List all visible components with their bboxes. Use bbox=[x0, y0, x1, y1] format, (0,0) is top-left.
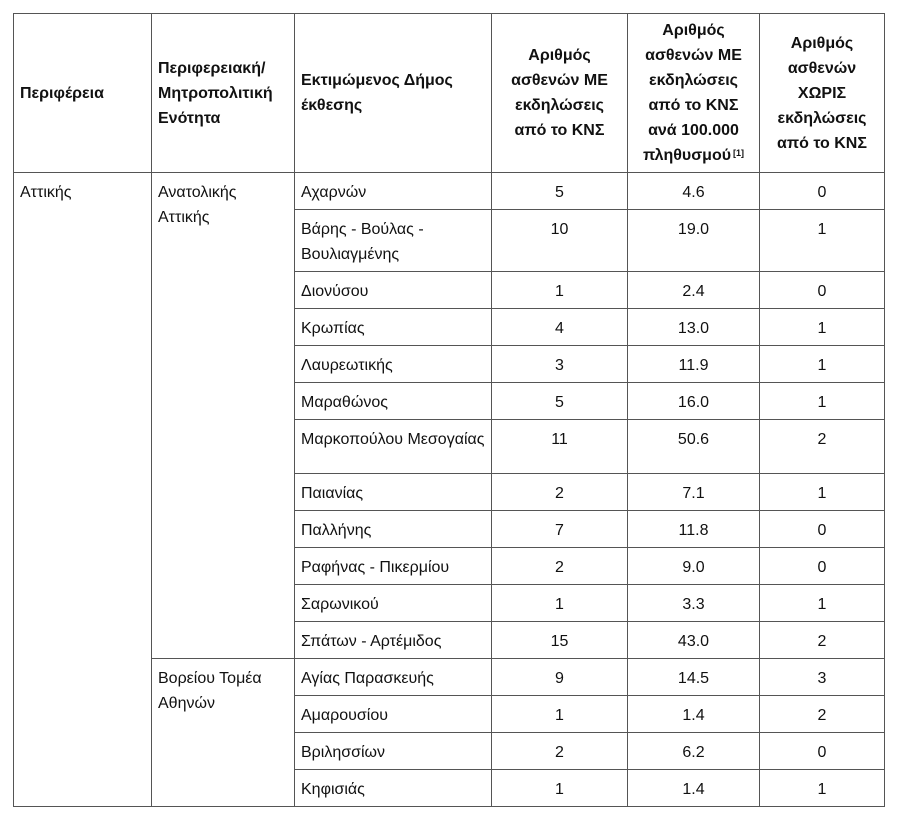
cases-cell-text: 2 bbox=[555, 559, 564, 576]
rate-cell bbox=[628, 173, 760, 210]
no-cns-cell-text: 0 bbox=[817, 744, 827, 761]
no-cns-cell-text: 1 bbox=[817, 394, 827, 411]
rate-cell bbox=[628, 585, 760, 622]
header-rate-cns bbox=[628, 14, 760, 173]
municipality-cell-text: Παλλήνης bbox=[301, 522, 372, 539]
municipality-cell-text: Μαρκοπούλου Μεσογαίας bbox=[301, 431, 485, 448]
rate-cell-text: 4.6 bbox=[682, 184, 705, 201]
cases-cell-text: 5 bbox=[555, 394, 564, 411]
cases-cell bbox=[492, 770, 628, 807]
municipality-cell-text: Σπάτων - Αρτέμιδος bbox=[301, 633, 442, 650]
no-cns-cell bbox=[760, 696, 885, 733]
no-cns-cell bbox=[760, 309, 885, 346]
cases-cell-text: 5 bbox=[555, 184, 564, 201]
no-cns-cell-text: 0 bbox=[817, 522, 827, 539]
rate-cell-text: 13.0 bbox=[677, 320, 710, 337]
no-cns-cell bbox=[760, 659, 885, 696]
rate-cell bbox=[628, 622, 760, 659]
municipality-cell bbox=[295, 346, 492, 383]
table-body bbox=[14, 173, 885, 807]
municipality-cell bbox=[295, 210, 492, 272]
cases-cell-text: 1 bbox=[555, 781, 564, 798]
rate-cell-text: 7.1 bbox=[682, 485, 705, 502]
rate-cell-text: 43.0 bbox=[677, 633, 710, 650]
municipality-cell bbox=[295, 770, 492, 807]
municipality-cell-text: Βριλησσίων bbox=[301, 744, 386, 761]
no-cns-cell-text: 1 bbox=[817, 485, 827, 502]
municipality-cell bbox=[295, 696, 492, 733]
no-cns-cell-text: 1 bbox=[817, 596, 827, 613]
rate-cell bbox=[628, 696, 760, 733]
cases-cell-text: 3 bbox=[555, 357, 564, 374]
rate-cell-text: 3.3 bbox=[682, 596, 705, 613]
rate-cell bbox=[628, 346, 760, 383]
cases-cell bbox=[492, 659, 628, 696]
cases-cell bbox=[492, 346, 628, 383]
no-cns-cell-text: 2 bbox=[817, 633, 827, 650]
region-label: Αττικής bbox=[20, 184, 72, 201]
no-cns-cell-text: 1 bbox=[817, 320, 827, 337]
cases-cell bbox=[492, 696, 628, 733]
no-cns-cell bbox=[760, 272, 885, 309]
rate-cell bbox=[628, 272, 760, 309]
cases-cell-text: 2 bbox=[555, 485, 564, 502]
no-cns-cell bbox=[760, 474, 885, 511]
rate-cell-text: 14.5 bbox=[677, 670, 710, 687]
cases-cell-text: 2 bbox=[555, 744, 564, 761]
no-cns-cell-text: 0 bbox=[817, 559, 827, 576]
rate-cell-text: 1.4 bbox=[682, 781, 705, 798]
rate-cell-text: 11.9 bbox=[678, 357, 709, 374]
cases-cell-text: 4 bbox=[555, 320, 564, 337]
no-cns-cell bbox=[760, 548, 885, 585]
no-cns-cell-text: 2 bbox=[817, 431, 827, 448]
municipality-cell bbox=[295, 659, 492, 696]
municipality-cell-text: Αχαρνών bbox=[301, 184, 367, 201]
municipality-cell bbox=[295, 585, 492, 622]
header-row bbox=[14, 14, 885, 173]
rate-cell bbox=[628, 383, 760, 420]
cases-cell bbox=[492, 309, 628, 346]
header-cases-cns: Αριθμός ασθενών ΜΕ εκδηλώσεις από το ΚΝΣ bbox=[492, 14, 628, 173]
cases-cell-text: 7 bbox=[555, 522, 564, 539]
no-cns-cell bbox=[760, 622, 885, 659]
rate-cell bbox=[628, 733, 760, 770]
municipality-cell-text: Κηφισιάς bbox=[301, 781, 365, 798]
municipality-cell-text: Μαραθώνος bbox=[301, 394, 388, 411]
rate-cell-text: 1.4 bbox=[682, 707, 705, 724]
rate-cell bbox=[628, 511, 760, 548]
cases-cell bbox=[492, 733, 628, 770]
rate-cell-text: 50.6 bbox=[677, 431, 710, 448]
unit-label: Ανατολικής Αττικής bbox=[158, 184, 237, 226]
rate-cell bbox=[628, 420, 760, 474]
cases-table bbox=[13, 13, 885, 807]
rate-cell bbox=[628, 474, 760, 511]
no-cns-cell-text: 1 bbox=[817, 357, 827, 374]
no-cns-cell-text: 1 bbox=[817, 781, 827, 798]
rate-cell bbox=[628, 309, 760, 346]
no-cns-cell bbox=[760, 383, 885, 420]
cases-cell bbox=[492, 210, 628, 272]
rate-cell bbox=[628, 659, 760, 696]
rate-cell-text: 16.0 bbox=[677, 394, 710, 411]
cases-cell bbox=[492, 420, 628, 474]
table-row bbox=[14, 173, 885, 210]
rate-cell bbox=[628, 210, 760, 272]
cases-cell-text: 11 bbox=[551, 431, 568, 448]
cases-cell-text: 10 bbox=[550, 221, 569, 238]
unit-cell bbox=[152, 659, 295, 807]
cases-cell-text: 15 bbox=[550, 633, 569, 650]
no-cns-cell-text: 0 bbox=[817, 283, 827, 300]
municipality-cell-text: Κρωπίας bbox=[301, 320, 365, 337]
municipality-cell bbox=[295, 733, 492, 770]
no-cns-cell bbox=[760, 173, 885, 210]
cases-cell-text: 1 bbox=[555, 707, 564, 724]
unit-cell bbox=[152, 173, 295, 659]
cases-cell bbox=[492, 511, 628, 548]
municipality-cell-text: Σαρωνικού bbox=[301, 596, 379, 613]
municipality-cell bbox=[295, 622, 492, 659]
region-cell bbox=[14, 173, 152, 807]
municipality-cell-text: Λαυρεωτικής bbox=[301, 357, 393, 374]
no-cns-cell-text: 3 bbox=[817, 670, 827, 687]
rate-cell-text: 11.8 bbox=[678, 522, 709, 539]
municipality-cell bbox=[295, 173, 492, 210]
no-cns-cell bbox=[760, 346, 885, 383]
unit-label: Βορείου Τομέα Αθηνών bbox=[158, 670, 262, 712]
municipality-cell bbox=[295, 309, 492, 346]
no-cns-cell-text: 0 bbox=[817, 184, 827, 201]
rate-cell bbox=[628, 770, 760, 807]
no-cns-cell-text: 1 bbox=[817, 221, 827, 238]
cases-cell bbox=[492, 548, 628, 585]
no-cns-cell bbox=[760, 420, 885, 474]
no-cns-cell bbox=[760, 585, 885, 622]
municipality-cell bbox=[295, 548, 492, 585]
cases-cell-text: 9 bbox=[555, 670, 564, 687]
municipality-cell-text: Παιανίας bbox=[301, 485, 364, 502]
municipality-cell-text: Ραφήνας - Πικερμίου bbox=[301, 559, 450, 576]
no-cns-cell bbox=[760, 770, 885, 807]
cases-cell-text: 1 bbox=[555, 596, 564, 613]
header-cases-no-cns: Αριθμός ασθενών ΧΩΡΙΣ εκδηλώσεις από το ΚΝΣ bbox=[760, 14, 885, 173]
municipality-cell-text: Διονύσου bbox=[301, 283, 369, 300]
no-cns-cell-text: 2 bbox=[817, 707, 827, 724]
municipality-cell bbox=[295, 474, 492, 511]
cases-cell bbox=[492, 383, 628, 420]
no-cns-cell bbox=[760, 511, 885, 548]
no-cns-cell bbox=[760, 733, 885, 770]
municipality-cell bbox=[295, 511, 492, 548]
no-cns-cell bbox=[760, 210, 885, 272]
rate-cell-text: 19.0 bbox=[677, 221, 710, 238]
footnote-ref: [1] bbox=[733, 148, 745, 158]
municipality-cell-text: Βάρης - Βούλας - Βουλιαγμένης bbox=[301, 221, 424, 263]
header-rate-label: Αριθμός ασθενών ΜΕ εκδηλώσεις από το ΚΝΣ ανά 100.000 πληθυσμού bbox=[642, 22, 742, 164]
cases-cell bbox=[492, 272, 628, 309]
municipality-cell bbox=[295, 272, 492, 309]
rate-cell bbox=[628, 548, 760, 585]
cases-cell-text: 1 bbox=[555, 283, 564, 300]
cases-cell bbox=[492, 173, 628, 210]
municipality-cell-text: Αγίας Παρασκευής bbox=[301, 670, 434, 687]
municipality-cell bbox=[295, 383, 492, 420]
header-region: Περιφέρεια bbox=[14, 14, 152, 173]
rate-cell-text: 9.0 bbox=[682, 559, 705, 576]
cases-cell bbox=[492, 622, 628, 659]
cases-cell bbox=[492, 585, 628, 622]
municipality-cell bbox=[295, 420, 492, 474]
rate-cell-text: 6.2 bbox=[682, 744, 705, 761]
municipality-cell-text: Αμαρουσίου bbox=[301, 707, 388, 724]
rate-cell-text: 2.4 bbox=[682, 283, 705, 300]
cases-cell bbox=[492, 474, 628, 511]
header-unit: Περιφερειακή/ Μητροπολιτική Ενότητα bbox=[152, 14, 295, 173]
header-municipality: Εκτιμώμενος Δήμος έκθεσης bbox=[295, 14, 492, 173]
